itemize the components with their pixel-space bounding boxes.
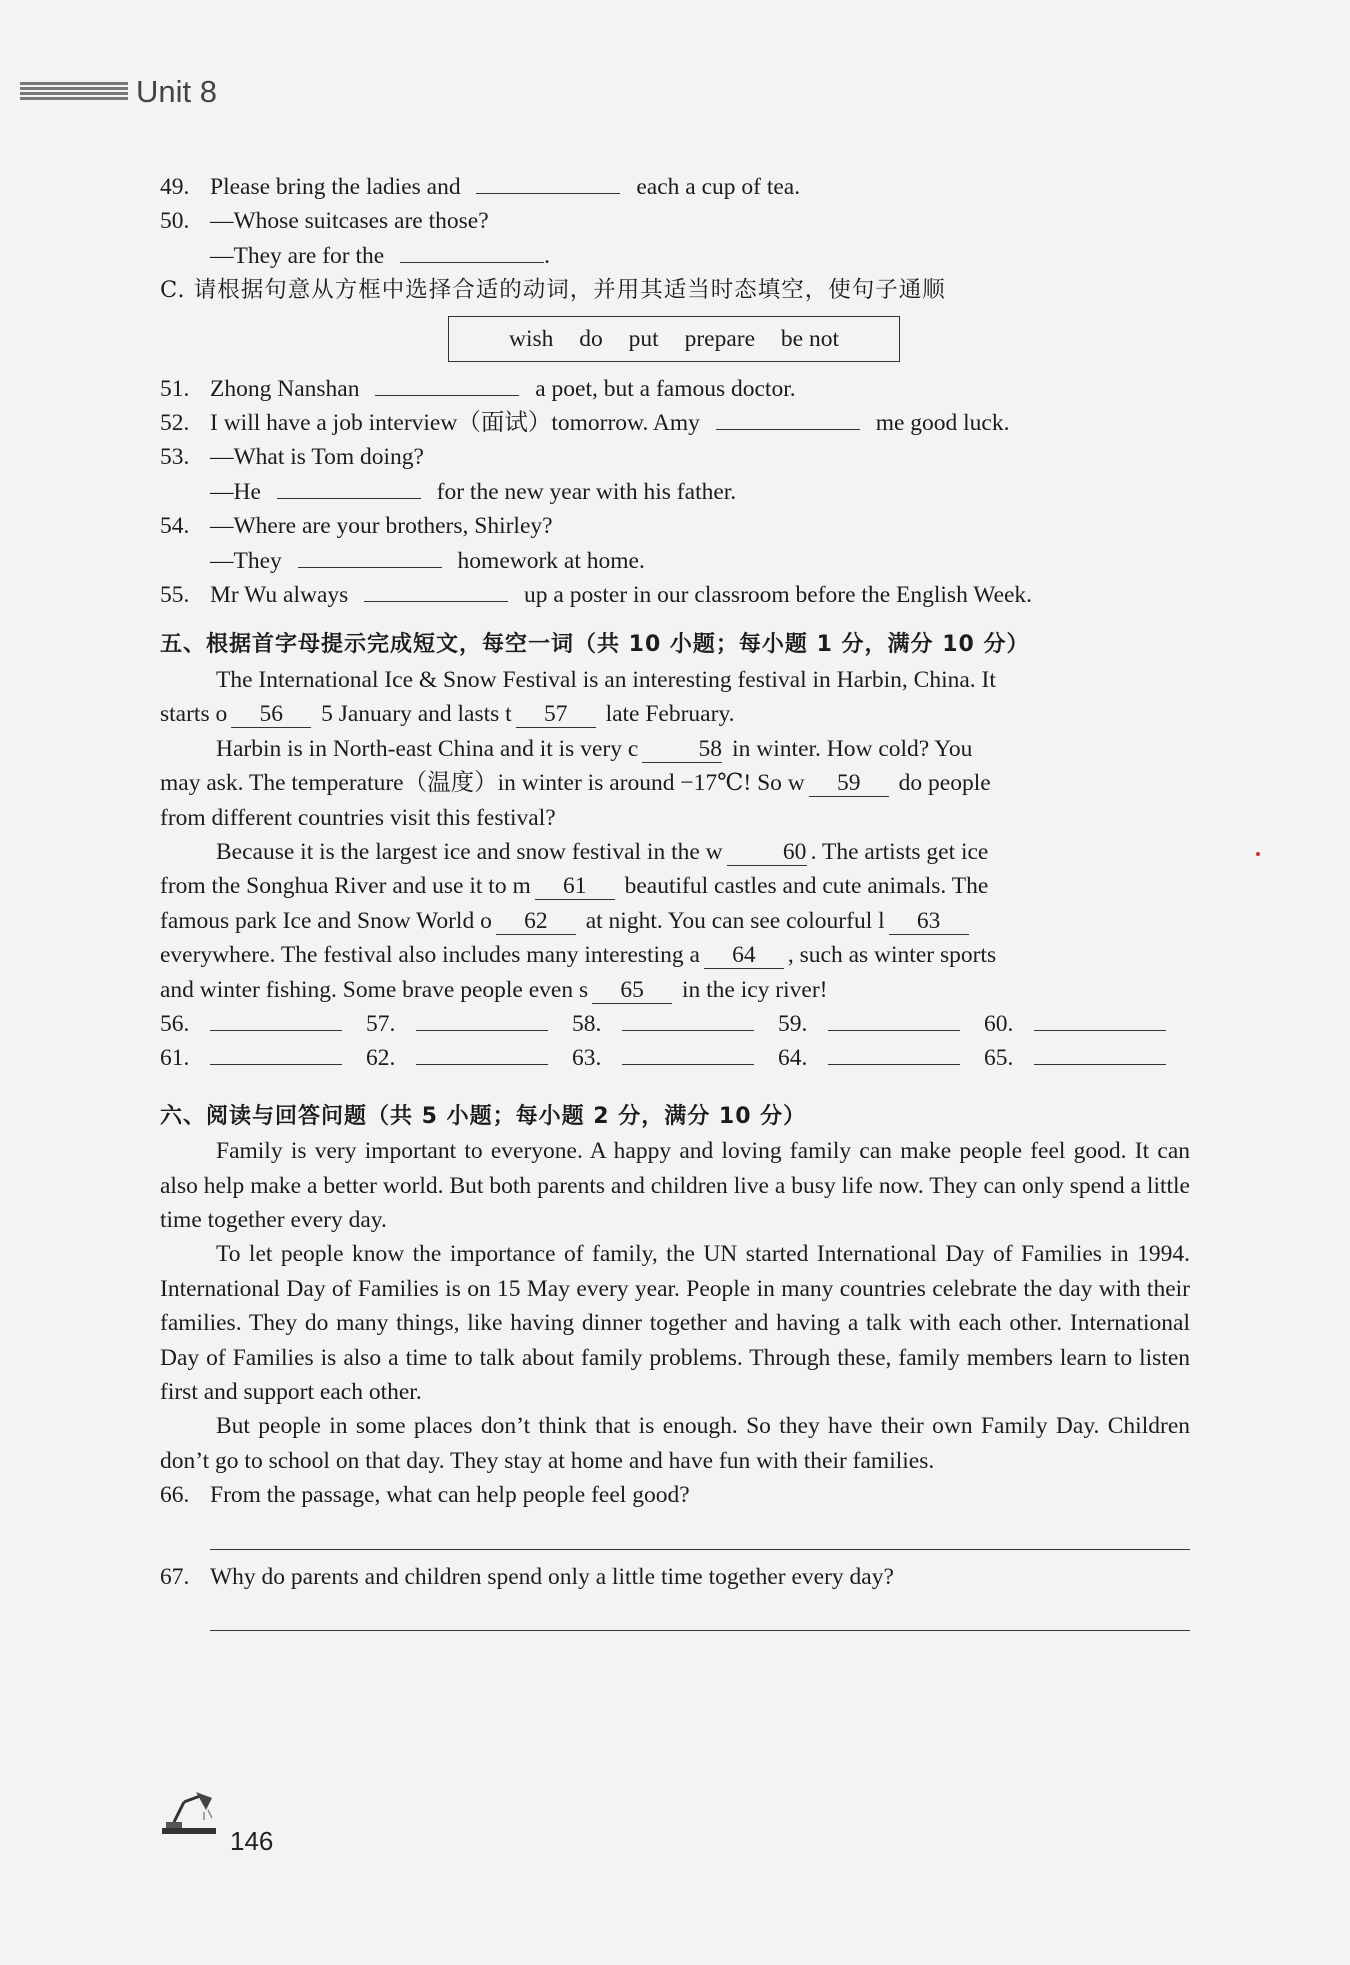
question-67 xyxy=(160,1560,1190,1594)
question-50 xyxy=(160,204,1190,238)
answer-cell xyxy=(572,1041,778,1075)
question-text: From the passage, what can help people feel good? xyxy=(210,1482,690,1509)
word-option: be not xyxy=(780,325,839,352)
question-66 xyxy=(160,1478,1190,1512)
cloze-blank-65[interactable]: 65 xyxy=(592,977,672,1004)
answer-blank[interactable] xyxy=(828,1042,960,1065)
passage-line xyxy=(160,904,1190,938)
word-option: wish xyxy=(509,325,554,352)
passage-text: . The artists get ice xyxy=(810,838,989,865)
question-text: —He xyxy=(210,478,261,505)
question-text: up a poster in our classroom before the English Week. xyxy=(524,582,1033,609)
question-number: 54. xyxy=(160,513,190,540)
answer-blank[interactable] xyxy=(1034,1042,1166,1065)
answer-blank[interactable] xyxy=(622,1042,754,1065)
question-53-reply xyxy=(160,475,1190,509)
section-6-heading: 六、阅读与回答问题（共 5 小题；每小题 2 分，满分 10 分） xyxy=(160,1103,807,1129)
passage-text: Harbin is in North-east China and it is very c xyxy=(216,735,639,762)
answer-cell xyxy=(160,1007,366,1041)
word-option: put xyxy=(628,325,659,352)
passage-text: at night. You can see colourful l xyxy=(585,907,885,934)
question-text: Please bring the ladies and xyxy=(210,174,461,200)
passage-text: beautiful castles and cute animals. The xyxy=(624,873,989,900)
question-number: 52. xyxy=(160,410,190,437)
word-option: do xyxy=(579,325,603,352)
reading-paragraph: Family is very important to everyone. A happy and loving family can make people feel good. It can also help make a better world. But both parents and children live a busy life now. They can only spend a little time together every day. xyxy=(160,1138,1190,1233)
cloze-blank-62[interactable]: 62 xyxy=(496,908,576,935)
question-text: homework at home. xyxy=(457,547,645,574)
passage-text: in winter. How cold? You xyxy=(732,735,973,762)
cloze-passage xyxy=(160,663,1190,1007)
passage-line xyxy=(160,766,1190,800)
answer-blank[interactable] xyxy=(364,579,508,602)
answer-cell xyxy=(984,1041,1190,1075)
cloze-blank-57[interactable]: 57 xyxy=(516,701,596,728)
passage-text: do people xyxy=(898,770,991,797)
question-52 xyxy=(160,406,1190,440)
question-text: —They are for the xyxy=(210,242,385,269)
word-box xyxy=(448,316,900,362)
question-53 xyxy=(160,440,1190,474)
answer-blank[interactable] xyxy=(210,1042,342,1065)
answer-cell xyxy=(366,1041,572,1075)
question-number: 67. xyxy=(160,1563,190,1590)
answer-number: 63. xyxy=(572,1045,602,1072)
question-text: Mr Wu always xyxy=(210,582,349,609)
question-50-reply xyxy=(160,239,1190,273)
question-number: 53. xyxy=(160,444,190,471)
answer-blank[interactable] xyxy=(210,1008,342,1031)
answer-row xyxy=(160,1007,1190,1041)
cloze-blank-59[interactable]: 59 xyxy=(809,770,889,797)
part-c-heading: C. 请根据句意从方框中选择合适的动词，并用其适当时态填空，使句子通顺 xyxy=(160,277,946,304)
passage-text: in the icy river! xyxy=(681,976,828,1003)
desk-lamp-icon xyxy=(160,1790,218,1836)
passage-text: starts o xyxy=(160,701,228,728)
passage-text: Because it is the largest ice and snow festival in the w xyxy=(216,838,723,865)
question-55 xyxy=(160,578,1190,612)
passage-line: from different countries visit this festival? xyxy=(160,804,556,831)
answer-blank[interactable] xyxy=(716,407,860,430)
passage-line xyxy=(160,835,1190,869)
section-5-heading: 五、根据首字母提示完成短文，每空一词（共 10 小题；每小题 1 分，满分 10 分） xyxy=(160,632,1030,658)
answer-line[interactable] xyxy=(210,1594,1190,1631)
answer-number: 56. xyxy=(160,1010,190,1037)
answer-blank[interactable] xyxy=(828,1008,960,1031)
answer-number: 65. xyxy=(984,1045,1014,1072)
answer-blank[interactable] xyxy=(476,171,620,194)
question-text: . xyxy=(544,242,550,269)
reading-paragraph: To let people know the importance of family, the UN started International Day of Families in 1994. International Day of Families is on 15 May every year. People in many countries celebrate the day with their families. They do many things, like having dinner together and having a talk with each other. International Day of Families is also a time to talk about family problems. Through these, family members learn to listen first and support each other. xyxy=(160,1241,1190,1405)
answer-blank[interactable] xyxy=(622,1008,754,1031)
answer-number: 64. xyxy=(778,1045,808,1072)
question-49 xyxy=(160,170,1190,204)
ink-mark xyxy=(1256,852,1260,856)
question-text: a poet, but a famous doctor. xyxy=(535,375,796,402)
answer-blank[interactable] xyxy=(277,476,421,499)
answer-number: 57. xyxy=(366,1010,396,1037)
question-text: —What is Tom doing? xyxy=(210,444,424,471)
question-number: 66. xyxy=(160,1482,190,1509)
question-text: me good luck. xyxy=(875,410,1010,437)
page-number: 146 xyxy=(230,1826,274,1856)
question-number: 51. xyxy=(160,375,190,402)
answer-blank[interactable] xyxy=(1034,1008,1166,1031)
passage-text: , such as winter sports xyxy=(787,942,997,969)
passage-text: famous park Ice and Snow World o xyxy=(160,907,492,934)
passage-line xyxy=(160,732,1190,766)
cloze-blank-64[interactable]: 64 xyxy=(704,942,784,969)
question-text: I will have a job interview（面试）tomorrow. Amy xyxy=(210,410,700,437)
answer-cell xyxy=(984,1007,1190,1041)
passage-text: 5 January and lasts t xyxy=(321,701,512,728)
cloze-blank-56[interactable]: 56 xyxy=(231,701,311,728)
answer-blank[interactable] xyxy=(298,545,442,568)
question-text: each a cup of tea. xyxy=(636,174,801,200)
passage-text: may ask. The temperature（温度）in winter is around −17℃! So w xyxy=(160,770,805,797)
question-54-reply xyxy=(160,544,1190,578)
passage-text: everywhere. The festival also includes many interesting a xyxy=(160,942,700,969)
question-text: Why do parents and children spend only a little time together every day? xyxy=(210,1563,894,1590)
reading-paragraph: But people in some places don’t think that is enough. So they have their own Family Day. Children don’t go to school on that day. They stay at home and have fun with their families. xyxy=(160,1413,1190,1474)
answer-cell xyxy=(572,1007,778,1041)
answer-row xyxy=(160,1041,1190,1075)
cloze-blank-58[interactable]: 58 xyxy=(642,736,722,763)
passage-text: late February. xyxy=(605,701,735,728)
answer-cell xyxy=(366,1007,572,1041)
answer-number: 61. xyxy=(160,1045,190,1072)
passage-line xyxy=(160,869,1190,903)
question-51 xyxy=(160,372,1190,406)
question-54 xyxy=(160,509,1190,543)
answer-number: 60. xyxy=(984,1010,1014,1037)
cloze-blank-61[interactable]: 61 xyxy=(535,873,615,900)
answer-cell xyxy=(160,1041,366,1075)
answer-blank[interactable] xyxy=(400,240,544,263)
answer-line[interactable] xyxy=(210,1513,1190,1550)
question-text: for the new year with his father. xyxy=(436,478,737,505)
passage-text: from the Songhua River and use it to m xyxy=(160,873,531,900)
question-number: 50. xyxy=(160,208,190,235)
passage-line: The International Ice & Snow Festival is an interesting festival in Harbin, China. It xyxy=(216,666,996,693)
unit-title: Unit 8 xyxy=(136,74,217,109)
question-text: —They xyxy=(210,547,282,574)
answer-number: 58. xyxy=(572,1010,602,1037)
passage-line xyxy=(160,697,1190,731)
answer-number: 62. xyxy=(366,1045,396,1072)
answer-number: 59. xyxy=(778,1010,808,1037)
answer-cell xyxy=(778,1041,984,1075)
answer-blank[interactable] xyxy=(416,1008,548,1031)
passage-line xyxy=(160,938,1190,972)
question-number: 49. xyxy=(160,174,190,200)
question-text: —Where are your brothers, Shirley? xyxy=(210,513,553,540)
answer-cell xyxy=(778,1007,984,1041)
answer-blank[interactable] xyxy=(375,373,519,396)
word-option: prepare xyxy=(684,325,756,352)
worksheet-content xyxy=(160,170,1190,1641)
answer-blank[interactable] xyxy=(416,1042,548,1065)
cloze-blank-63[interactable]: 63 xyxy=(889,908,969,935)
question-text: Zhong Nanshan xyxy=(210,375,360,402)
question-text: —Whose suitcases are those? xyxy=(210,208,489,235)
cloze-blank-60[interactable]: 60 xyxy=(727,839,807,866)
question-number: 55. xyxy=(160,582,190,609)
header-stripes xyxy=(20,82,128,104)
passage-line xyxy=(160,973,1190,1007)
passage-text: and winter fishing. Some brave people even s xyxy=(160,976,589,1003)
